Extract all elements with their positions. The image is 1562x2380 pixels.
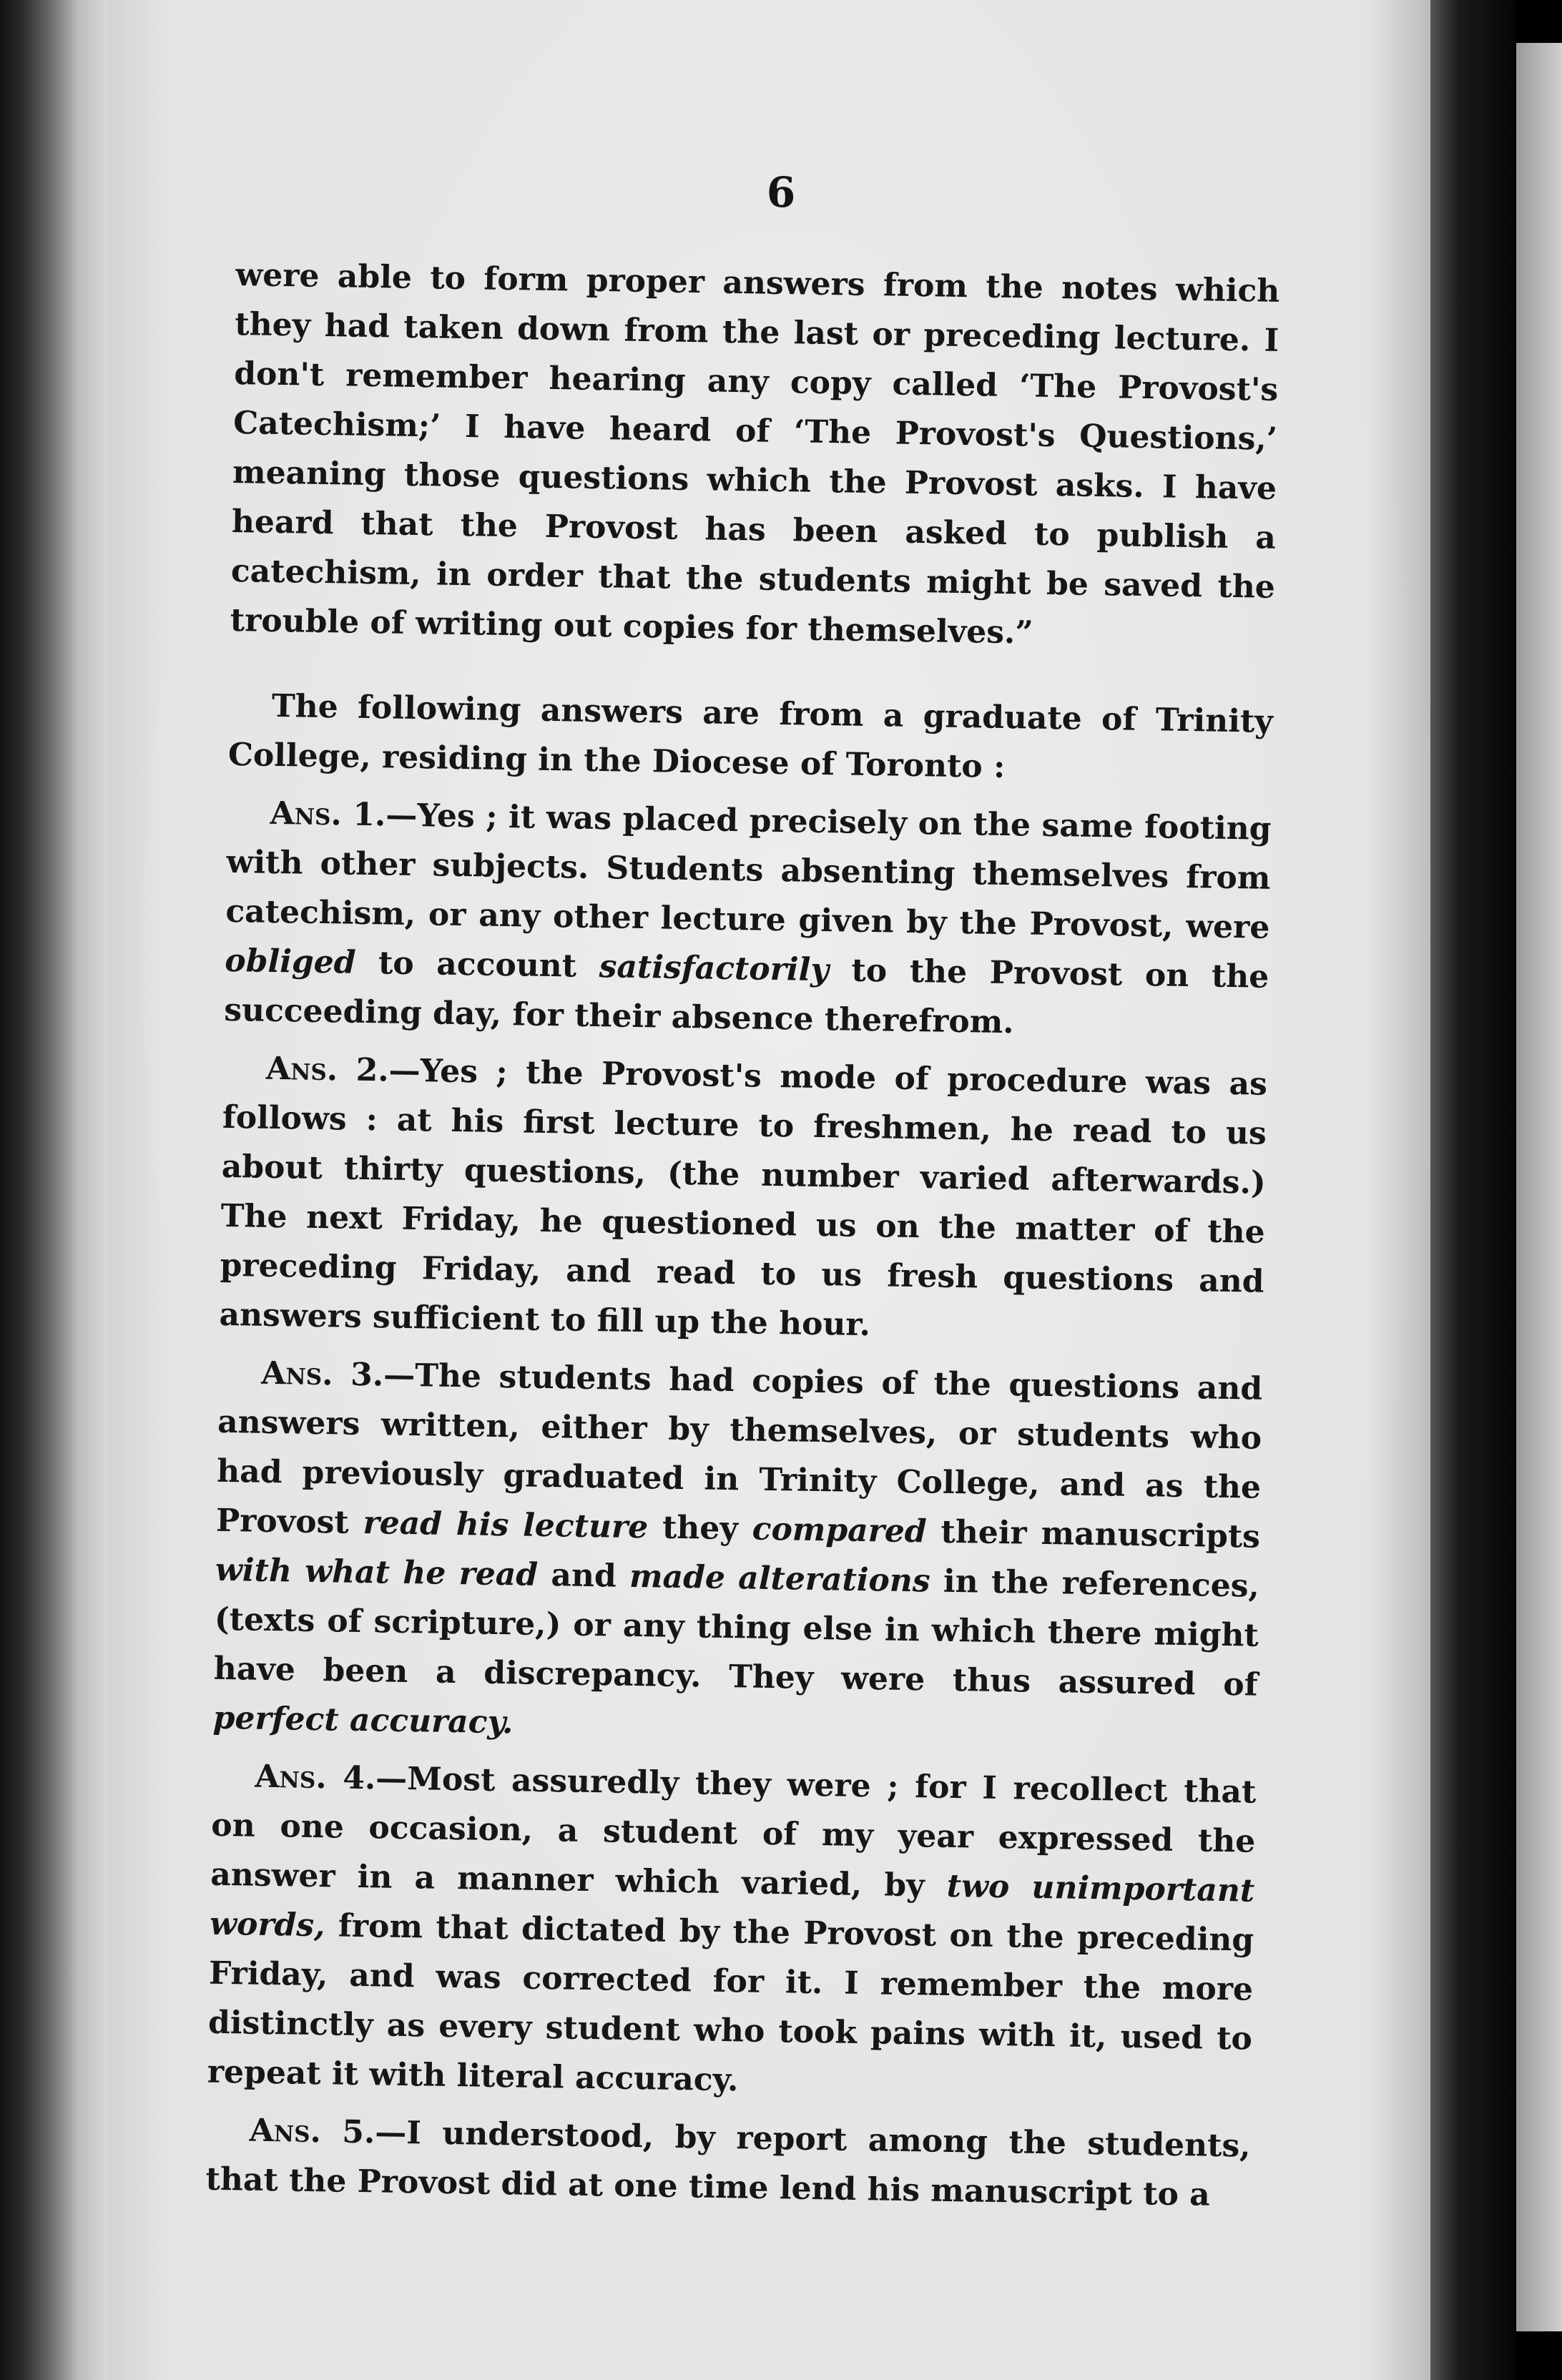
text-run: 3.—The students had copies of the questions and answers written, either by themselves, or students who had previously graduated in Trinity College, and as the Provost [215, 1356, 1263, 1542]
paragraph-answer-4 [207, 1751, 1256, 2113]
paragraph-answer-3 [212, 1348, 1262, 1759]
next-page-edge [1516, 43, 1562, 2331]
text-run: 5.—I understood, by report among the students, that the Provost did at one time lend his manuscript to a [205, 2113, 1251, 2213]
text-run: to the Provost on the succeeding day, for their absence therefrom. [223, 952, 1269, 1041]
text-run: 2.—Yes ; the Provost's mode of procedure was as follows : at his first lecture to freshmen, he read to us about thirty questions, (the number varied afterwards.) The next Friday, he questioned us on the matter of the preceding Friday, and read to us fresh questions and answers sufficient to fill up the hour. [219, 1051, 1268, 1344]
answer-label: Ans. [255, 1758, 328, 1796]
paragraph-continuation [230, 250, 1279, 662]
body-text [205, 250, 1280, 2221]
paragraph-answer-1 [224, 788, 1272, 1051]
italic-emphasis: with what he read [215, 1551, 539, 1593]
page-gutter-shadow [1430, 0, 1516, 2380]
answer-label: Ans. [270, 795, 343, 833]
text-run: were able to form proper answers from the notes which they had taken down from the last or preceding lecture. I don't remember hearing any copy called ‘The Provost's Catechism;’ I have heard of ‘The Provost's Questions,’ meaning those questions which the Provost asks. I have heard that the Provost has been asked to publish a catechism, in order that the students might be saved the trouble of writing out copies for themselves.” [230, 256, 1280, 651]
page-number: 6 [766, 168, 796, 217]
text-run: 1.—Yes ; it was placed precisely on the same footing with other subjects. Students absenting themselves from catechism, or any other lecture given by the Provost, were [225, 796, 1272, 946]
text-run: their manuscripts [926, 1513, 1261, 1555]
text-run: The following answers are from a graduate of Trinity College, residing in the Diocese of Toronto : [227, 687, 1274, 785]
text-run: they [647, 1509, 753, 1548]
text-run: from that dictated by the Provost on the preceding Friday, and was corrected for it. I remember the more distinctly as every student who took pains with it, used to repeat it with literal accuracy. [207, 1907, 1254, 2099]
answer-label: Ans. [260, 1354, 333, 1393]
paragraph-answer-2 [219, 1043, 1267, 1356]
paragraph-answer-5 [205, 2105, 1251, 2221]
italic-emphasis: satisfactorily [599, 948, 830, 989]
text-run: 4.—Most assuredly they were ; for I recollect that on one occasion, a student of my year expressed the answer in a manner which varied, by [210, 1759, 1257, 1904]
italic-emphasis: perfect accuracy. [212, 1699, 514, 1741]
book-binding-edge [0, 0, 107, 2380]
answer-label: Ans. [249, 2112, 322, 2150]
text-run: and [537, 1556, 630, 1595]
italic-emphasis: obliged [224, 942, 356, 981]
answer-label: Ans. [265, 1050, 338, 1088]
text-run: to account [355, 944, 600, 985]
italic-emphasis: compared [752, 1510, 928, 1550]
paragraph-intro-trinity-graduate [227, 681, 1273, 796]
italic-emphasis: read his lecture [363, 1505, 649, 1546]
italic-emphasis: two unimportant words, [209, 1867, 1255, 1944]
italic-emphasis: made alterations [629, 1558, 931, 1600]
text-run: in the references, (texts of scripture,) or any thing else in which there might have been a discrepancy. They were thus assured of [213, 1563, 1260, 1703]
